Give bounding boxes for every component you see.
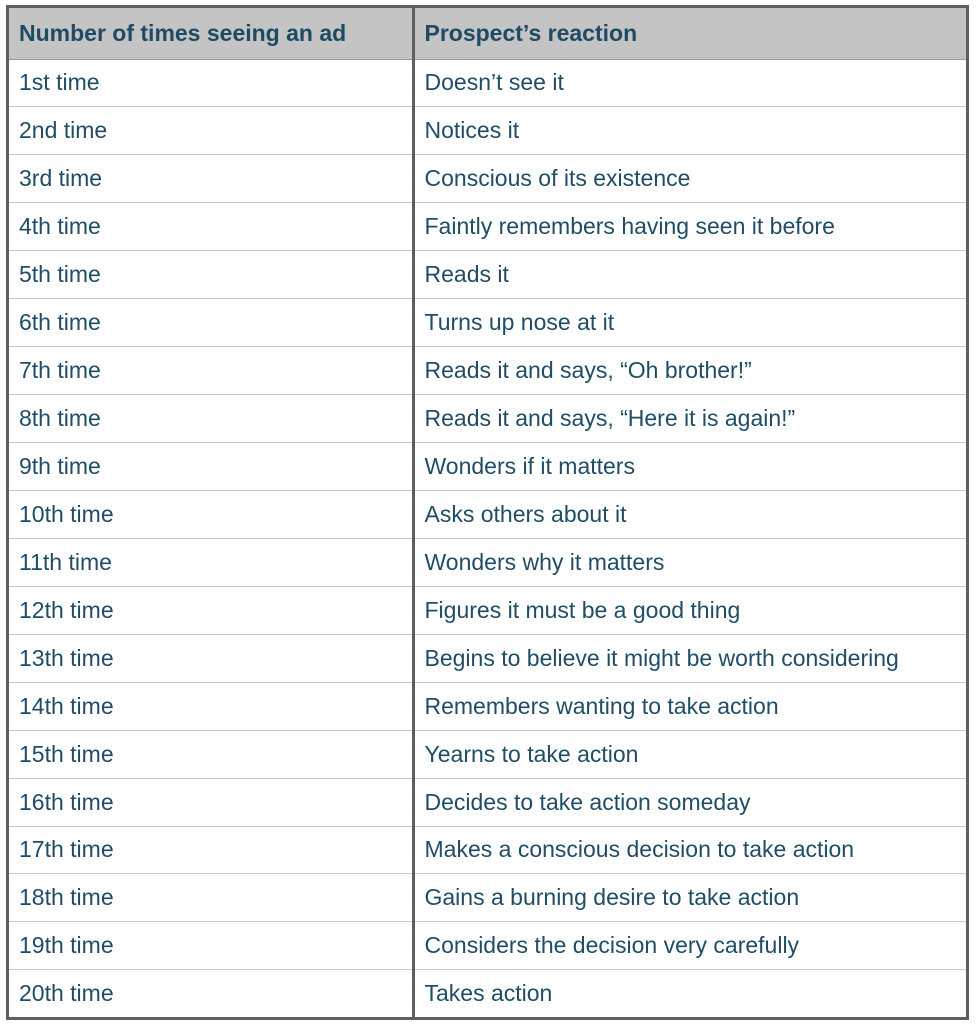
- reaction-cell: Turns up nose at it: [413, 299, 966, 347]
- reaction-cell: Doesn’t see it: [424, 69, 564, 96]
- table-row: [9, 155, 966, 203]
- reaction-cell: Decides to take action someday: [413, 778, 966, 826]
- times-seen-cell: 9th time: [9, 443, 413, 491]
- times-seen-cell: 11th time: [9, 538, 413, 586]
- table-row: [9, 922, 966, 970]
- times-seen-cell: 14th time: [9, 682, 413, 730]
- reaction-cell: Conscious of its existence: [413, 155, 966, 203]
- times-seen-cell: 2nd time: [9, 107, 413, 155]
- reaction-cell: Faintly remembers having seen it before: [413, 203, 966, 251]
- table-row: [9, 490, 966, 538]
- times-seen-cell: 10th time: [9, 490, 413, 538]
- times-seen-cell: 19th time: [9, 922, 413, 970]
- ad-frequency-table: [9, 8, 966, 1017]
- reaction-cell: Considers the decision very carefully: [413, 922, 966, 970]
- times-seen-cell: 18th time: [9, 874, 413, 922]
- table-row: [9, 107, 966, 155]
- reaction-cell: Wonders why it matters: [413, 538, 966, 586]
- table-row: [9, 203, 966, 251]
- reaction-cell: Remembers wanting to take action: [413, 682, 966, 730]
- times-seen-cell: 6th time: [9, 299, 413, 347]
- table-row: [9, 395, 966, 443]
- table-row: [9, 586, 966, 634]
- table-row: [9, 682, 966, 730]
- table-row: [9, 443, 966, 491]
- table-header: [9, 8, 966, 59]
- reaction-cell: Yearns to take action: [413, 730, 966, 778]
- table-row: [9, 59, 966, 107]
- table-row: [9, 730, 966, 778]
- table-row: [9, 538, 966, 586]
- reaction-cell: Notices it: [413, 107, 966, 155]
- header-times-seen: Number of times seeing an ad: [9, 8, 413, 59]
- reaction-cell: Wonders if it matters: [413, 443, 966, 491]
- reaction-cell: Figures it must be a good thing: [413, 586, 966, 634]
- reaction-cell: Asks others about it: [413, 490, 966, 538]
- times-seen-cell: 17th time: [9, 826, 413, 874]
- times-seen-cell: 7th time: [9, 347, 413, 395]
- table-row: [9, 299, 966, 347]
- table-body: [9, 59, 966, 1017]
- times-seen-cell: 12th time: [9, 586, 413, 634]
- table-row: [9, 347, 966, 395]
- header-reaction: Prospect’s reaction: [413, 8, 966, 59]
- reaction-cell: Begins to believe it might be worth considering: [413, 634, 966, 682]
- reaction-cell: Gains a burning desire to take action: [413, 874, 966, 922]
- table-row: [9, 970, 966, 1017]
- times-seen-cell: 4th time: [9, 203, 413, 251]
- table-row: [9, 874, 966, 922]
- table-row: [9, 634, 966, 682]
- times-seen-cell: 20th time: [9, 970, 413, 1017]
- table-row: [9, 826, 966, 874]
- reaction-cell: Reads it: [413, 251, 966, 299]
- table-row: [9, 778, 966, 826]
- reaction-cell: Reads it and says, “Oh brother!”: [413, 347, 966, 395]
- times-seen-cell: 13th time: [9, 634, 413, 682]
- reaction-cell: Takes action: [413, 970, 966, 1017]
- reaction-cell: Makes a conscious decision to take action: [413, 826, 966, 874]
- times-seen-cell: 5th time: [9, 251, 413, 299]
- table-row: [9, 251, 966, 299]
- times-seen-cell: 3rd time: [9, 155, 413, 203]
- times-seen-cell: 15th time: [9, 730, 413, 778]
- ad-frequency-table-container: [6, 5, 969, 1020]
- times-seen-cell: 8th time: [9, 395, 413, 443]
- reaction-cell: Reads it and says, “Here it is again!”: [413, 395, 966, 443]
- times-seen-cell: 16th time: [9, 778, 413, 826]
- times-seen-cell: 1st time: [9, 59, 413, 107]
- header-row: [9, 8, 966, 59]
